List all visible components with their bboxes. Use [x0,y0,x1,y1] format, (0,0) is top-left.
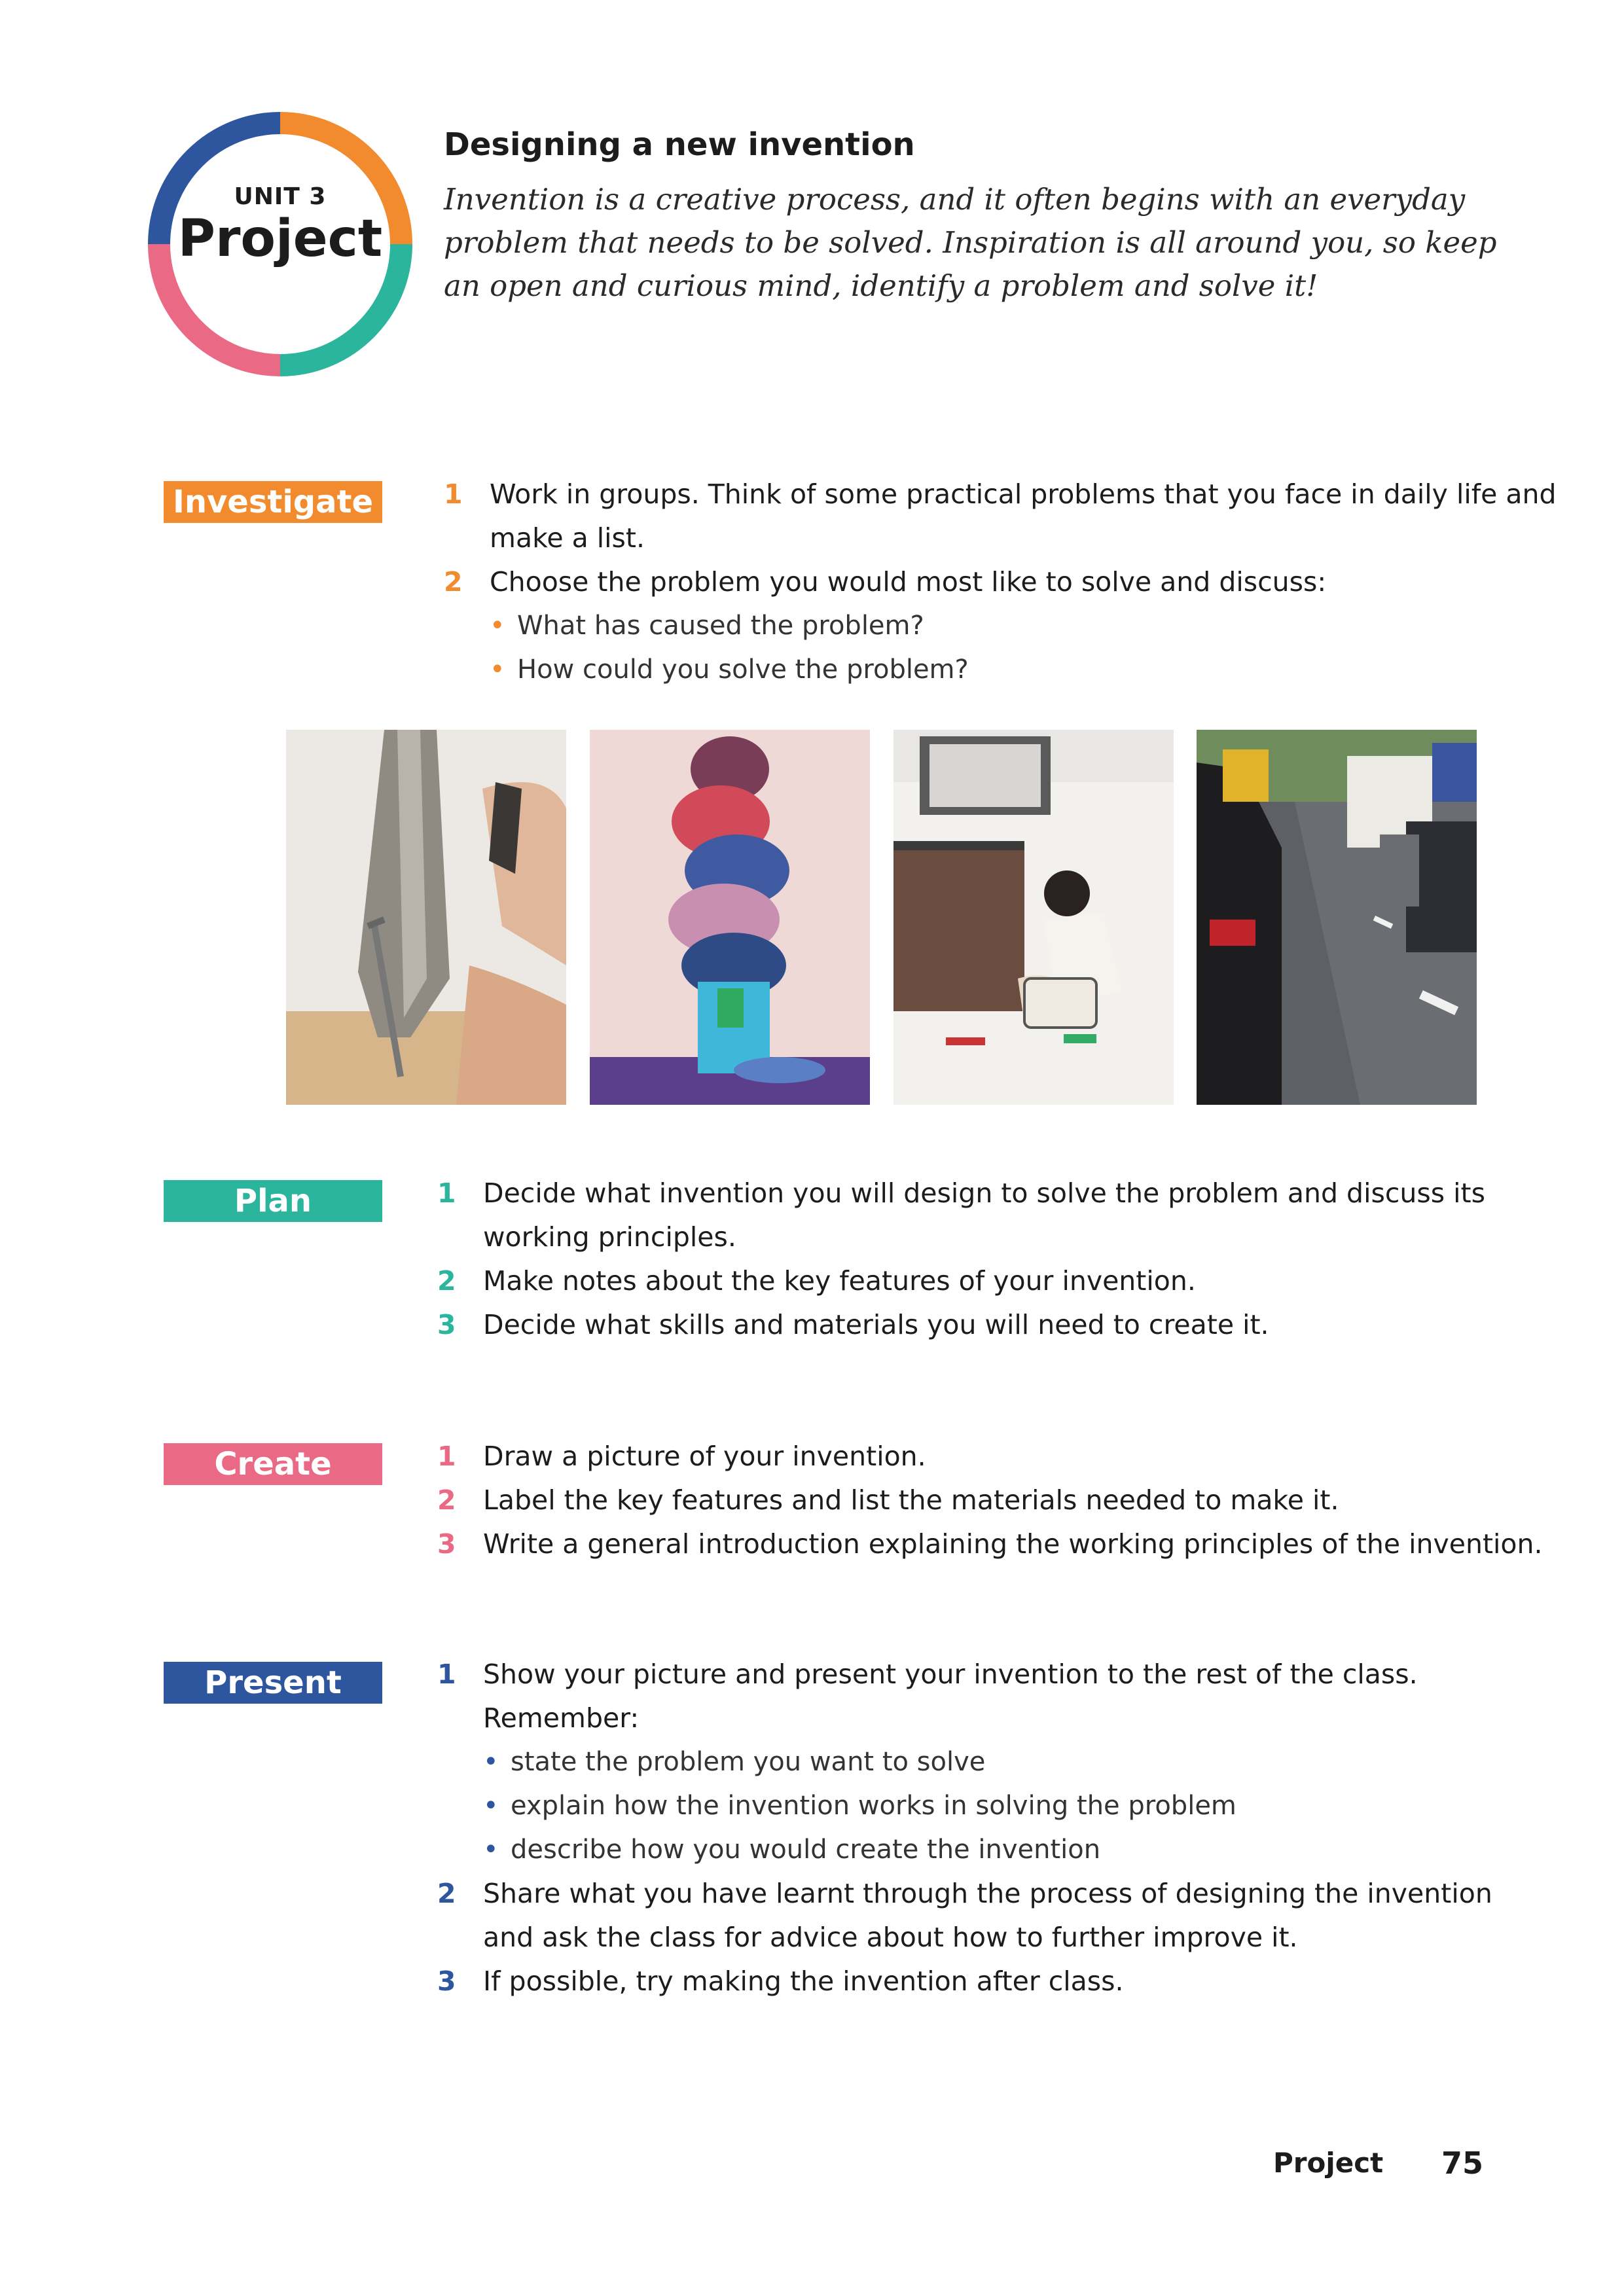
list-item [437,1172,1550,1259]
section-tag-create: Create [164,1443,382,1485]
bullet-list [483,1740,1550,1872]
investigate-list [444,473,1557,692]
item-number: 2 [437,1265,456,1297]
item-number: 1 [444,478,463,510]
footer-section-label: Project [1273,2147,1384,2179]
list-item [444,473,1557,560]
create-list [437,1435,1550,1566]
photo-woman-searching-bag [893,730,1174,1105]
item-text: Make notes about the key features of your invention. [483,1265,1196,1297]
list-item [437,1872,1550,1960]
item-text: Share what you have learnt through the process of designing the invention and ask the class for advice about how to further improve it. [483,1878,1492,1953]
page-number: 75 [1441,2145,1484,2181]
unit-title: Project [177,209,383,268]
item-text: Decide what invention you will design to solve the problem and discuss its working principles. [483,1177,1485,1253]
list-item [437,1303,1550,1347]
item-number: 1 [437,1659,456,1690]
item-number: 3 [437,1528,456,1560]
item-text: Label the key features and list the materials needed to make it. [483,1484,1339,1516]
intro-paragraph: Invention is a creative process, and it often begins with an everyday problem that needs to be solved. Inspiration is all around you, so keep an open and curious mind, identify a problem and solve it! [444,182,1497,303]
bullet-text: explain how the invention works in solving the problem [511,1791,1236,1821]
item-number: 1 [437,1441,456,1472]
section-tag-present: Present [164,1662,382,1704]
present-list [437,1653,1550,2003]
list-item [437,1479,1550,1522]
photo-traffic-jam [1197,730,1477,1105]
item-number: 3 [437,1965,456,1997]
item-text: Choose the problem you would most like to solve and discuss: [490,566,1327,598]
item-number: 3 [437,1309,456,1340]
item-text: Write a general introduction explaining the working principles of the invention. [483,1528,1543,1560]
bullet-dot-icon: • [483,1791,499,1821]
list-item [437,1259,1550,1303]
unit-label: UNIT 3 [234,183,327,210]
item-text: Show your picture and present your invention to the rest of the class. Remember: [483,1659,1418,1734]
list-item [437,1653,1550,1872]
bullet-item [483,1740,1550,1784]
unit-badge [147,111,413,377]
item-number: 2 [437,1878,456,1909]
bullet-text: How could you solve the problem? [517,655,969,685]
bullet-text: state the problem you want to solve [511,1747,986,1777]
item-number: 1 [437,1177,456,1209]
photo-laundry-pile [590,730,870,1105]
photo-hammer-nail [286,730,566,1105]
bullet-list [490,604,1557,692]
item-text: If possible, try making the invention after class. [483,1965,1124,1997]
bullet-dot-icon: • [490,611,505,641]
bullet-dot-icon: • [483,1835,499,1865]
list-item [444,560,1557,692]
bullet-item [483,1828,1550,1872]
page-title: Designing a new invention [444,126,915,163]
item-text: Decide what skills and materials you will need to create it. [483,1309,1269,1340]
plan-list [437,1172,1550,1347]
bullet-dot-icon: • [483,1747,499,1777]
item-number: 2 [437,1484,456,1516]
item-text: Draw a picture of your invention. [483,1441,926,1472]
item-number: 2 [444,566,463,598]
list-item [437,1522,1550,1566]
item-text: Work in groups. Think of some practical problems that you face in daily life and make a list. [490,478,1557,554]
section-tag-plan: Plan [164,1180,382,1222]
bullet-item [490,604,1557,648]
bullet-dot-icon: • [490,655,505,685]
bullet-text: What has caused the problem? [517,611,924,641]
list-item [437,1960,1550,2003]
bullet-text: describe how you would create the invention [511,1835,1101,1865]
section-tag-investigate: Investigate [164,481,382,523]
list-item [437,1435,1550,1479]
bullet-item [483,1784,1550,1828]
bullet-item [490,648,1557,692]
